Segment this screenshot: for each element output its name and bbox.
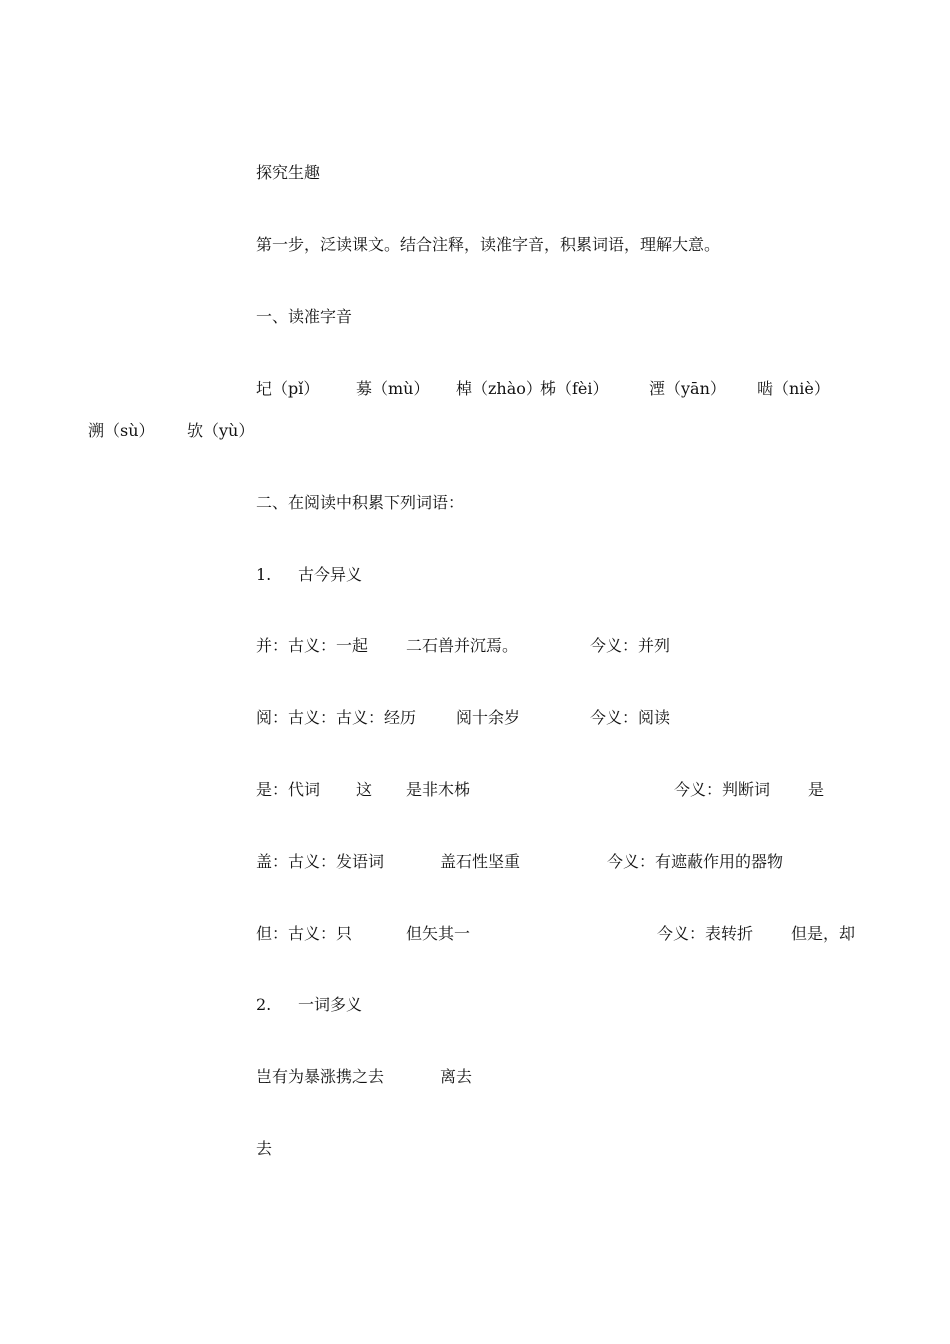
pron-item: 柹（fèi） <box>540 379 609 398</box>
gujin-mid: 这 <box>356 780 373 799</box>
subsection-one-number: 1. <box>256 565 272 584</box>
pron-item: 募（mù） <box>356 379 430 398</box>
gujin-example: 盖石性坚重 <box>440 852 521 871</box>
gujin-modern: 今义：并列 <box>590 636 671 655</box>
gujin-modern: 今义：阅读 <box>590 708 671 727</box>
gujin-example: 是非木柹 <box>406 780 471 799</box>
yici-word: 去 <box>256 1139 273 1158</box>
gujin-head: 并：古义：一起 <box>256 636 369 655</box>
gujin-tail: 是 <box>808 780 825 799</box>
gujin-modern: 今义：表转折 <box>657 924 754 943</box>
doc-title: 探究生趣 <box>256 163 321 182</box>
yici-meaning: 离去 <box>440 1067 473 1086</box>
section-one-heading: 一、读准字音 <box>256 307 353 326</box>
subsection-two-number: 2. <box>256 995 272 1014</box>
gujin-tail: 但是，却 <box>791 924 856 943</box>
gujin-head: 是：代词 <box>256 780 321 799</box>
step-one-text: 第一步，泛读课文。结合注释，读准字音，积累词语，理解大意。 <box>256 235 721 254</box>
gujin-modern: 今义：有遮蔽作用的器物 <box>607 852 784 871</box>
subsection-two-title: 一词多义 <box>298 995 363 1014</box>
pron-item: 欤（yù） <box>187 421 255 440</box>
gujin-example: 二石兽并沉焉。 <box>406 636 519 655</box>
gujin-example: 但矢其一 <box>406 924 471 943</box>
gujin-example: 阅十余岁 <box>456 708 521 727</box>
subsection-one-title: 古今异义 <box>298 565 363 584</box>
yici-sentence: 岂有为暴涨携之去 <box>256 1067 385 1086</box>
pron-item: 湮（yān） <box>649 379 726 398</box>
pron-item: 圮（pǐ） <box>256 379 320 398</box>
pron-item: 啮（niè） <box>757 379 830 398</box>
section-two-heading: 二、在阅读中积累下列词语： <box>256 493 465 512</box>
pron-item: 棹（zhào） <box>456 379 542 398</box>
gujin-head: 阅：古义：古义：经历 <box>256 708 417 727</box>
gujin-head: 但：古义：只 <box>256 924 353 943</box>
gujin-modern: 今义：判断词 <box>674 780 771 799</box>
gujin-head: 盖：古义：发语词 <box>256 852 385 871</box>
pron-item: 溯（sù） <box>88 421 155 440</box>
